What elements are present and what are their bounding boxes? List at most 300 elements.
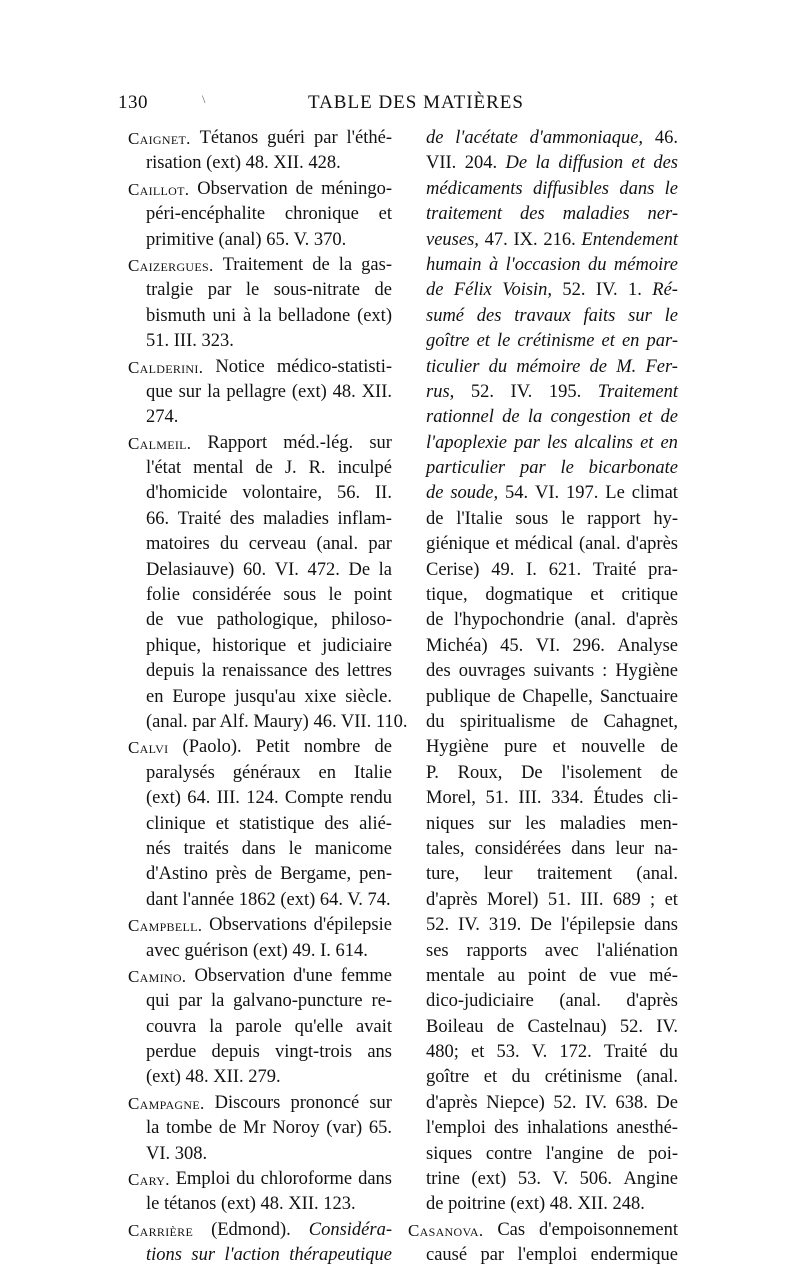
word: dans bbox=[241, 838, 276, 859]
text-line bbox=[128, 837, 392, 862]
text-line bbox=[408, 456, 678, 481]
word: la bbox=[201, 661, 215, 682]
word: 52. bbox=[553, 1092, 577, 1113]
word: prononcé bbox=[290, 1092, 360, 1113]
word: paralysés bbox=[146, 762, 215, 783]
word: Petit bbox=[255, 737, 290, 758]
text-line bbox=[128, 685, 392, 710]
word: l'Italie bbox=[456, 508, 503, 529]
word: et bbox=[638, 407, 653, 428]
word: (anal. bbox=[636, 1067, 678, 1088]
word: De bbox=[530, 915, 552, 936]
word: Études bbox=[593, 788, 644, 809]
text-line bbox=[408, 202, 678, 227]
word: perdue bbox=[146, 1042, 197, 1063]
word: dans bbox=[619, 178, 655, 199]
text-line bbox=[408, 1218, 678, 1243]
word: P. bbox=[426, 762, 439, 783]
word: IV. bbox=[510, 381, 533, 402]
word: l'emploi bbox=[517, 1245, 578, 1266]
word: renaissance bbox=[222, 661, 308, 682]
word: de bbox=[312, 254, 330, 275]
word: et bbox=[297, 635, 311, 656]
header-mark: \ bbox=[202, 92, 206, 106]
word: giénique bbox=[426, 534, 490, 555]
word: par bbox=[514, 432, 540, 453]
word: les bbox=[525, 813, 546, 834]
word: mentale bbox=[426, 965, 485, 986]
word: Campagne. bbox=[128, 1093, 205, 1113]
word: qui bbox=[146, 991, 170, 1012]
page-number: 130 bbox=[118, 92, 148, 113]
word: d'après bbox=[626, 534, 678, 555]
word: de bbox=[254, 864, 273, 885]
word: mé- bbox=[649, 965, 678, 986]
word: de bbox=[570, 711, 589, 732]
word: VI. bbox=[535, 483, 560, 504]
word: femme bbox=[340, 965, 392, 986]
word: VI. bbox=[535, 635, 560, 656]
text-line bbox=[128, 786, 392, 811]
word: humain bbox=[426, 254, 482, 275]
text-line bbox=[128, 634, 392, 659]
text-line bbox=[408, 761, 678, 786]
word: VI. bbox=[274, 559, 299, 580]
text-line bbox=[128, 151, 392, 176]
word: (anal. bbox=[636, 864, 678, 885]
right-column bbox=[408, 126, 678, 1269]
word: près bbox=[215, 864, 247, 885]
word: des bbox=[653, 153, 678, 174]
text-line bbox=[128, 558, 392, 583]
word: V. bbox=[552, 1169, 569, 1190]
text-line bbox=[128, 913, 392, 938]
word: 66. bbox=[146, 508, 170, 529]
word: ouvrages bbox=[458, 661, 526, 682]
word: Cahagnet, bbox=[603, 711, 678, 732]
word: 51. bbox=[485, 788, 509, 809]
word: Félix bbox=[453, 280, 492, 301]
word: de bbox=[502, 407, 520, 428]
word: soude, bbox=[450, 483, 499, 504]
word: Calvi bbox=[128, 738, 169, 758]
text-line bbox=[408, 964, 678, 989]
word: en bbox=[660, 432, 678, 453]
word: la bbox=[207, 381, 221, 402]
word: 52. bbox=[619, 1016, 643, 1037]
word: diffusibles bbox=[532, 178, 609, 199]
word: de bbox=[426, 483, 444, 504]
word: la bbox=[535, 153, 550, 174]
word: Hygiène bbox=[615, 661, 678, 682]
text-line bbox=[128, 532, 392, 557]
word: en bbox=[621, 331, 640, 352]
word: 56. bbox=[336, 483, 361, 504]
word: belladone bbox=[278, 305, 351, 326]
word: 46. bbox=[654, 128, 678, 148]
text-line bbox=[408, 685, 678, 710]
word: point bbox=[353, 585, 392, 606]
word: par bbox=[207, 280, 232, 301]
word: Cas bbox=[497, 1219, 526, 1240]
word: (anal. bbox=[578, 534, 621, 555]
word: 45. bbox=[500, 635, 524, 656]
word: folie bbox=[146, 585, 180, 606]
word: Compte bbox=[284, 788, 344, 809]
word: De bbox=[348, 559, 371, 580]
word: d'empoisonnement bbox=[539, 1219, 678, 1240]
word: (Edmond). bbox=[211, 1219, 291, 1240]
word: ner- bbox=[647, 204, 678, 225]
word: inhalations bbox=[526, 1118, 609, 1139]
word: rendu bbox=[349, 788, 392, 809]
word: la bbox=[210, 991, 225, 1012]
text-line bbox=[408, 862, 678, 887]
word: qu'elle bbox=[294, 1016, 344, 1037]
word: de bbox=[660, 737, 678, 758]
word: III. bbox=[216, 788, 240, 809]
word: Angine bbox=[623, 1169, 678, 1190]
word: clinique bbox=[146, 813, 206, 834]
word: 472. bbox=[307, 559, 340, 580]
word: bicarbonate bbox=[588, 458, 678, 479]
word: III. bbox=[580, 889, 604, 910]
text-line bbox=[408, 634, 678, 659]
word: et bbox=[378, 204, 392, 225]
word: (Paolo). bbox=[182, 737, 242, 758]
word: maladies bbox=[560, 813, 626, 834]
word: Observations bbox=[209, 915, 307, 936]
word: médical bbox=[514, 534, 574, 555]
word: Entendement bbox=[581, 229, 678, 250]
word: goître bbox=[426, 331, 470, 352]
text-line bbox=[408, 1015, 678, 1040]
word: bismuth bbox=[146, 305, 206, 326]
word: 216. bbox=[543, 229, 576, 250]
word: dans bbox=[358, 1169, 392, 1190]
word: sur bbox=[369, 432, 392, 453]
word: suivants bbox=[533, 661, 595, 682]
word: Camino. bbox=[128, 966, 187, 986]
word: trine bbox=[426, 1169, 460, 1190]
word: des bbox=[229, 508, 255, 529]
word: Hygiène bbox=[426, 737, 489, 758]
text-line bbox=[408, 1142, 678, 1167]
word: Bergame, bbox=[280, 864, 352, 885]
text-line bbox=[408, 1243, 678, 1268]
word: le bbox=[328, 585, 342, 606]
word: M. bbox=[616, 356, 637, 377]
text-line bbox=[128, 355, 392, 380]
word: l'état bbox=[146, 458, 182, 479]
word: Calderini. bbox=[128, 357, 204, 377]
word: depuis bbox=[146, 661, 195, 682]
word: gas- bbox=[361, 254, 392, 275]
word: Sanctuaire bbox=[599, 686, 678, 707]
text-line bbox=[408, 151, 678, 176]
text-line bbox=[128, 1015, 392, 1040]
text-line bbox=[128, 126, 392, 151]
word: depuis bbox=[211, 1042, 260, 1063]
word: maladies bbox=[263, 508, 329, 529]
word: nouvelle bbox=[581, 737, 646, 758]
word: Calmeil. bbox=[128, 433, 192, 453]
word: des bbox=[324, 813, 349, 834]
text-line bbox=[408, 1167, 678, 1192]
text-line bbox=[408, 989, 678, 1014]
word: thérapeutique bbox=[289, 1245, 392, 1266]
word: Michéa) bbox=[426, 635, 488, 656]
word: tions bbox=[146, 1245, 182, 1266]
text-line bbox=[128, 380, 392, 405]
word: de bbox=[589, 356, 608, 377]
word: de bbox=[218, 1118, 237, 1139]
word: 60. bbox=[242, 559, 267, 580]
word: les bbox=[546, 432, 568, 453]
word: considérée bbox=[192, 585, 272, 606]
word: dico-judiciaire bbox=[426, 991, 534, 1012]
word: des bbox=[494, 1118, 519, 1139]
word: rus, bbox=[426, 381, 455, 402]
word: sous bbox=[283, 585, 317, 606]
text-line bbox=[408, 126, 678, 151]
word: de bbox=[496, 1016, 515, 1037]
text-line bbox=[408, 1065, 678, 1090]
word: ture, bbox=[426, 864, 460, 885]
word: mental bbox=[193, 458, 244, 479]
word: Traitement bbox=[597, 381, 678, 402]
word: IV. bbox=[595, 280, 618, 301]
left-column bbox=[128, 126, 408, 1269]
word: hy- bbox=[653, 508, 678, 529]
word: mémoire bbox=[613, 254, 678, 275]
word: parole bbox=[235, 1016, 282, 1037]
text-line bbox=[128, 431, 392, 456]
word: 172. bbox=[559, 1042, 592, 1063]
word: endermique bbox=[590, 1245, 678, 1266]
word: Italie bbox=[353, 762, 392, 783]
word: Cerise) bbox=[426, 559, 480, 580]
word: historique bbox=[212, 635, 287, 656]
word: médicaments bbox=[426, 178, 523, 199]
word: couvra bbox=[146, 1016, 197, 1037]
word: Tétanos bbox=[199, 128, 259, 148]
word: leur bbox=[615, 838, 645, 859]
word: la bbox=[258, 305, 272, 326]
word: chloroforme bbox=[260, 1169, 353, 1190]
entry-text: primitive (anal) 65. V. 370. bbox=[146, 229, 347, 250]
text-line bbox=[408, 735, 678, 760]
word: d'après bbox=[626, 991, 678, 1012]
word: spiritualisme bbox=[459, 711, 556, 732]
word: judiciaire bbox=[322, 635, 392, 656]
text-line bbox=[128, 456, 392, 481]
word: publique bbox=[426, 686, 491, 707]
word: Considéra- bbox=[308, 1219, 392, 1240]
word: I. bbox=[526, 559, 537, 580]
word: Europe bbox=[172, 686, 226, 707]
text-line bbox=[128, 761, 392, 786]
word: la bbox=[338, 254, 353, 275]
word: veuses, bbox=[426, 229, 479, 250]
word: guéri bbox=[267, 128, 306, 148]
text-line bbox=[128, 1167, 392, 1192]
running-title: TABLE DES MATIÈRES bbox=[308, 92, 524, 113]
word: rapports bbox=[466, 940, 528, 961]
text-line bbox=[408, 431, 678, 456]
word: galvano-puncture bbox=[233, 991, 363, 1012]
word: de bbox=[426, 610, 444, 631]
word: 53. bbox=[517, 1169, 541, 1190]
word: des bbox=[426, 661, 451, 682]
word: anesthé- bbox=[616, 1118, 678, 1139]
word: diffusion bbox=[558, 153, 624, 174]
word: phique, bbox=[146, 635, 201, 656]
word: de bbox=[426, 128, 444, 148]
entry-text: risation (ext) 48. XII. 428. bbox=[146, 153, 341, 174]
text-line bbox=[408, 481, 678, 506]
word: l'angine bbox=[545, 1143, 604, 1164]
word: pellagre bbox=[226, 381, 286, 402]
text-line bbox=[128, 608, 392, 633]
text-line bbox=[128, 253, 392, 278]
word: en bbox=[146, 686, 164, 707]
word: Observation bbox=[194, 965, 285, 986]
word: sur bbox=[191, 1245, 216, 1266]
word: contre bbox=[485, 1143, 533, 1164]
word: traités bbox=[183, 838, 229, 859]
word: et bbox=[215, 813, 230, 834]
word: ticulier bbox=[426, 356, 480, 377]
word: d'après bbox=[426, 889, 478, 910]
word: Roux, bbox=[457, 762, 503, 783]
word: Caizergues. bbox=[128, 255, 214, 275]
word: en bbox=[318, 762, 337, 783]
text-line bbox=[128, 939, 392, 964]
word: II. bbox=[375, 483, 392, 504]
word: Le bbox=[605, 483, 625, 504]
word: Observation bbox=[197, 178, 288, 199]
word: 689 bbox=[612, 889, 641, 910]
word: : bbox=[602, 661, 608, 682]
text-line bbox=[128, 405, 392, 430]
word: par bbox=[178, 991, 203, 1012]
word: du bbox=[587, 254, 607, 275]
word: traitement bbox=[426, 204, 503, 225]
word: chronique bbox=[284, 204, 359, 225]
entry-text: de poitrine (ext) 48. XII. 248. bbox=[426, 1194, 645, 1215]
word: De bbox=[521, 762, 543, 783]
word: leur bbox=[483, 864, 513, 885]
word: Fer- bbox=[645, 356, 678, 377]
word: Casanova. bbox=[408, 1220, 484, 1240]
word: III. bbox=[518, 788, 542, 809]
word: 638. bbox=[615, 1092, 648, 1113]
word: Carrière bbox=[128, 1220, 194, 1240]
word: inculpé bbox=[337, 458, 392, 479]
word: Analyse bbox=[617, 635, 678, 656]
text-line bbox=[408, 507, 678, 532]
text-line bbox=[408, 913, 678, 938]
entry-text: dant l'année 1862 (ext) 64. V. 74. bbox=[146, 889, 391, 910]
text-line bbox=[408, 608, 678, 633]
word: et bbox=[483, 1067, 498, 1088]
text-line bbox=[408, 1040, 678, 1065]
word: considérées bbox=[474, 838, 562, 859]
word: de bbox=[497, 686, 516, 707]
word: IX. bbox=[513, 229, 538, 250]
text-line bbox=[408, 228, 678, 253]
word: IV. bbox=[458, 915, 480, 936]
word: Caillot. bbox=[128, 179, 190, 199]
word: faits bbox=[583, 305, 616, 326]
word: vue bbox=[609, 965, 637, 986]
word: Morel, bbox=[426, 788, 476, 809]
word: R. bbox=[308, 458, 326, 479]
word: men- bbox=[639, 813, 678, 834]
text-line bbox=[408, 304, 678, 329]
word: 49. bbox=[491, 559, 515, 580]
word: d'une bbox=[293, 965, 333, 986]
word: Campbell. bbox=[128, 916, 203, 936]
word: l'éthé- bbox=[346, 128, 392, 148]
word: par bbox=[519, 458, 546, 479]
text-line bbox=[128, 1116, 392, 1141]
word: Rapport bbox=[207, 432, 268, 453]
word: XII. bbox=[361, 381, 392, 402]
word: nombre bbox=[303, 737, 361, 758]
word: du bbox=[236, 1169, 255, 1190]
word: crétinisme bbox=[517, 331, 595, 352]
word: mémoire bbox=[516, 356, 581, 377]
word: Niepce) bbox=[486, 1092, 545, 1113]
text-line bbox=[408, 558, 678, 583]
word: le bbox=[560, 458, 574, 479]
word: d'homicide bbox=[146, 483, 228, 504]
word: de bbox=[426, 508, 444, 529]
word: d'épilepsie bbox=[313, 915, 392, 936]
text-line bbox=[408, 329, 678, 354]
word: inflam- bbox=[337, 508, 392, 529]
text-line bbox=[128, 177, 392, 202]
word: du bbox=[659, 1042, 678, 1063]
word: tombe bbox=[166, 1118, 213, 1139]
word: rationnel bbox=[426, 407, 494, 428]
word: l'épilepsie bbox=[560, 915, 636, 936]
text-line bbox=[408, 177, 678, 202]
word: 53. bbox=[496, 1042, 520, 1063]
word: (ext) bbox=[291, 381, 327, 402]
text-line bbox=[408, 380, 678, 405]
word: péri-encéphalite bbox=[146, 204, 266, 225]
word: manicome bbox=[314, 838, 392, 859]
word: 54. bbox=[505, 483, 529, 504]
text-line bbox=[128, 862, 392, 887]
entry-text: VI. 308. bbox=[146, 1143, 208, 1164]
word: IV. bbox=[656, 1016, 678, 1037]
word: nés bbox=[146, 838, 171, 859]
word: et bbox=[631, 153, 645, 174]
text-line bbox=[128, 583, 392, 608]
word: le bbox=[497, 331, 511, 352]
word: la bbox=[146, 1118, 160, 1139]
entry-text: (ext) 48. XII. 279. bbox=[146, 1067, 281, 1088]
word: le bbox=[561, 508, 575, 529]
word: à bbox=[488, 254, 499, 275]
word: Delasiauve) bbox=[146, 559, 235, 580]
word: du bbox=[426, 711, 445, 732]
word: du bbox=[488, 356, 508, 377]
